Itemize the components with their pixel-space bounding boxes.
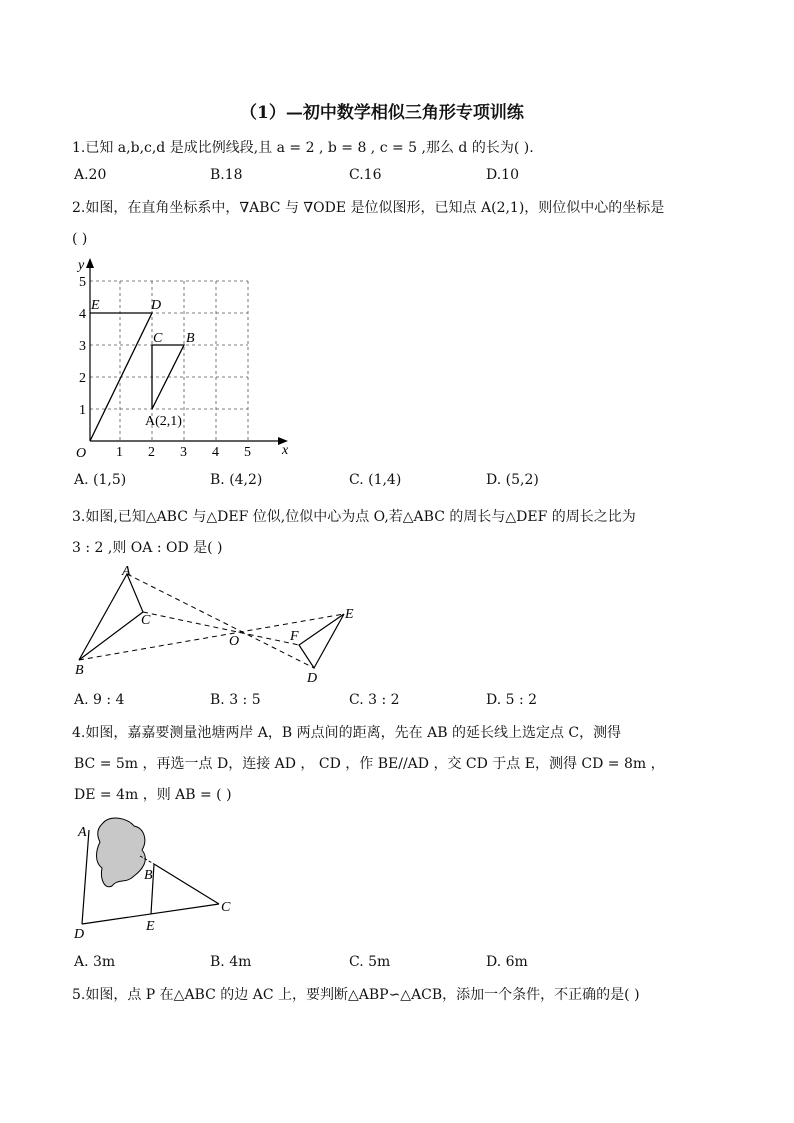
y-tick-1: 1 [79, 403, 86, 418]
segment-bc [154, 864, 219, 904]
triangle-ode [90, 313, 152, 441]
question-5-stem: 5.如图，点 P 在△ABC 的边 AC 上，要判断△ABP∽△ACB，添加一个条件，不正确的是( ) [72, 987, 640, 1003]
point-o-label: O [229, 634, 240, 649]
q1-option-b: B.18 [210, 167, 243, 183]
question-4-stem-line3: DE = 4m ，则 AB = ( ) [74, 787, 232, 803]
point-a-label: A [78, 825, 87, 840]
question-3-stem-line2: 3 : 2 ,则 OA : OD 是( ) [72, 540, 223, 556]
x-tick-3: 3 [180, 445, 187, 460]
point-d-label: D [151, 298, 162, 313]
triangle-def [299, 614, 344, 668]
point-b-label: B [144, 868, 153, 883]
q4-option-c: C. 5m [349, 954, 391, 970]
point-d-label: D [307, 671, 318, 686]
x-tick-2: 2 [148, 445, 155, 460]
x-axis-label: x [282, 443, 289, 458]
point-e-label: E [146, 919, 155, 934]
point-d-label: D [74, 927, 85, 942]
q3-option-b: B. 3 : 5 [210, 692, 261, 708]
point-a-label: A [122, 564, 131, 579]
q3-option-c: C. 3 : 2 [349, 692, 400, 708]
q4-option-d: D. 6m [486, 954, 528, 970]
q4-pond-figure [70, 812, 245, 942]
q2-option-b: B. (4,2) [210, 472, 263, 488]
question-2-stem-line2: ( ) [72, 231, 88, 247]
page-title: （1）—初中数学相似三角形专项训练 [240, 103, 524, 123]
q3-option-a: A. 9 : 4 [74, 692, 125, 708]
origin-label: O [76, 446, 87, 460]
y-tick-2: 2 [79, 371, 86, 386]
point-c-label: C [153, 331, 163, 346]
y-tick-4: 4 [79, 307, 86, 322]
question-2-stem-line1: 2.如图，在直角坐标系中，∇ABC 与 ∇ODE 是位似图形，已知点 A(2,1)，则位似中心的坐标是 [72, 200, 665, 216]
point-b-label: B [186, 331, 195, 346]
q2-option-a: A. (1,5) [74, 472, 127, 488]
q4-option-a: A. 3m [74, 954, 116, 970]
q3-homothety-figure [70, 562, 370, 687]
point-e-label: E [345, 607, 354, 622]
x-tick-5: 5 [244, 445, 251, 460]
x-tick-4: 4 [212, 445, 219, 460]
y-tick-5: 5 [79, 275, 86, 290]
q1-option-c: C.16 [349, 167, 382, 183]
y-tick-3: 3 [79, 339, 86, 354]
triangle-abc [79, 574, 143, 660]
q2-option-c: C. (1,4) [349, 472, 402, 488]
point-c-label: C [221, 900, 231, 915]
question-4-stem-line2: BC = 5m ，再选一点 D，连接 AD ， CD ，作 BE//AD ，交 CD 于点 E，测得 CD = 8m ， [74, 756, 665, 772]
q1-option-d: D.10 [486, 167, 519, 183]
segment-ad [82, 830, 89, 924]
point-a-label: A(2,1) [145, 414, 182, 429]
q4-option-b: B. 4m [210, 954, 252, 970]
point-f-label: F [290, 629, 299, 644]
x-tick-1: 1 [116, 445, 123, 460]
q2-coordinate-figure [70, 255, 300, 460]
pond-shape [97, 818, 146, 887]
question-3-stem-line1: 3.如图,已知△ABC 与△DEF 位似,位似中心为点 O,若△ABC 的周长与△DEF 的周长之比为 [72, 509, 636, 525]
y-axis-label: y [78, 258, 85, 273]
q3-option-d: D. 5 : 2 [486, 692, 538, 708]
q2-option-d: D. (5,2) [486, 472, 539, 488]
y-axis-arrow [86, 258, 94, 268]
q1-option-a: A.20 [74, 167, 107, 183]
question-1-stem: 1.已知 a,b,c,d 是成比例线段,且 a = 2 , b = 8 , c = 5 ,那么 d 的长为( ). [72, 140, 534, 156]
point-c-label: C [141, 613, 151, 628]
point-b-label: B [75, 663, 84, 678]
point-e-label: E [91, 298, 100, 313]
question-4-stem-line1: 4.如图，嘉嘉要测量池塘两岸 A，B 两点间的距离，先在 AB 的延长线上选定点 C，测得 [72, 725, 622, 741]
